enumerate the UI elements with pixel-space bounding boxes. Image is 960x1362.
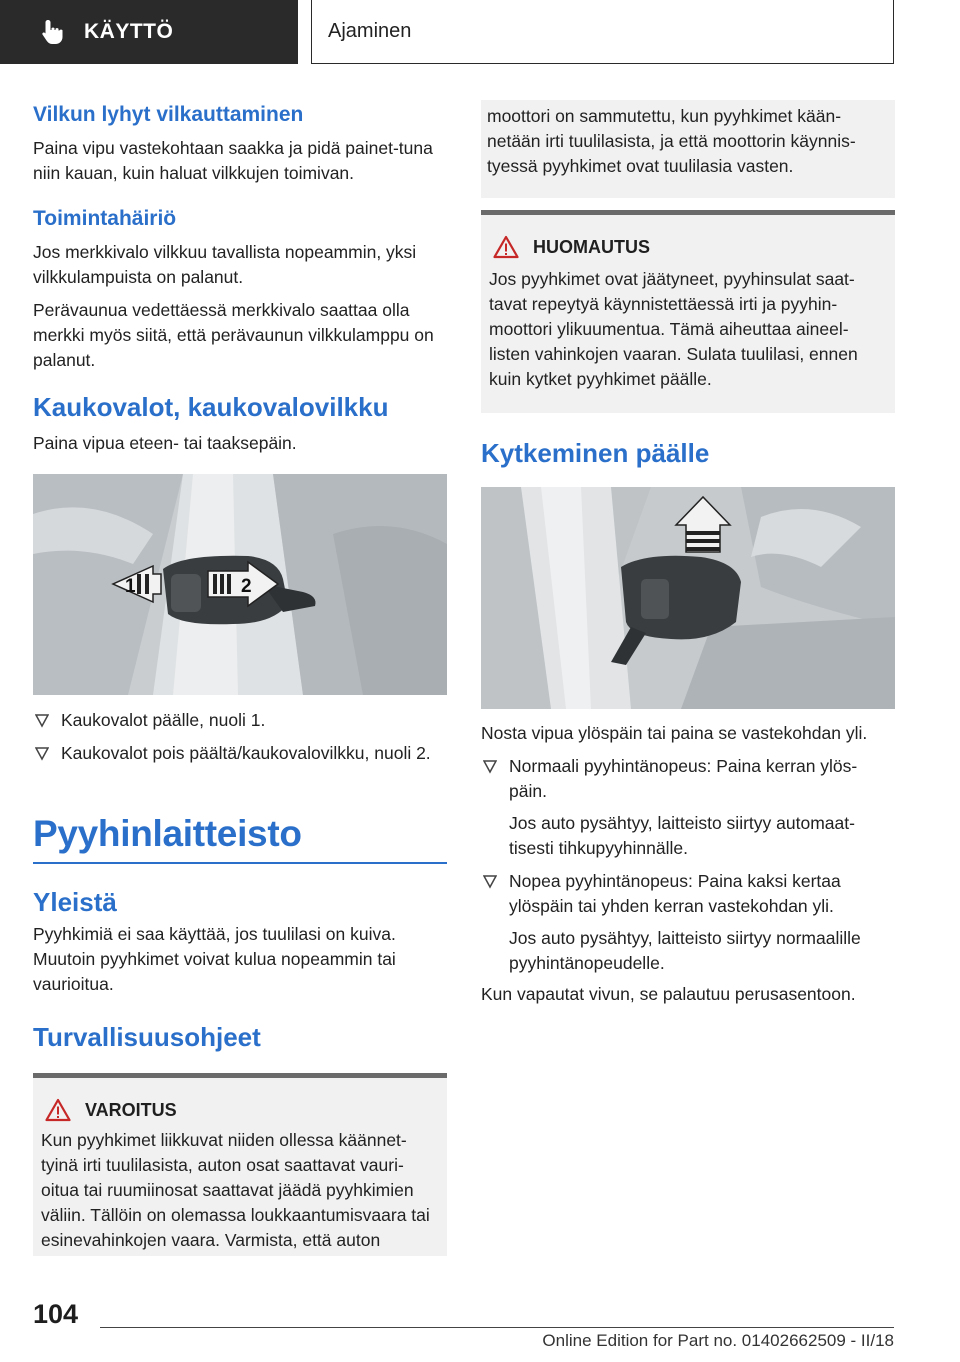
arrow-2-label: 2 — [241, 576, 252, 597]
list-item: Nopea pyyhintänopeus: Paina kaksi kertaa ylöspäin tai yhden kerran vastekohdan yli. Jos auto pysähtyy, laitteisto siirtyy normaalille pyyhintänopeudelle. — [481, 869, 895, 976]
warning-continuation-box — [481, 100, 895, 198]
switch-on-text: Nosta vipua ylöspäin tai paina se vastekohdan yli. — [481, 723, 868, 743]
right-column — [481, 100, 895, 1007]
safety-heading: Turvallisuusohjeet — [33, 1022, 261, 1052]
warning-header — [45, 1098, 439, 1122]
malfunction-text-2: Perävaunua vedettäessä merkkivalo saattaa olla merkki myös siitä, että perävaunun vilkkulamppu on palanut. — [33, 300, 434, 370]
list-item: Kaukovalot pois päältä/kaukovalovilkku, nuoli 2. — [33, 741, 447, 766]
edition-note: Online Edition for Part no. 01402662509 - II/18 — [542, 1331, 894, 1350]
chapter-tab[interactable] — [0, 0, 298, 64]
footer-rule — [100, 1327, 894, 1328]
notice-text: Jos pyyhkimet ovat jäätyneet, pyyhinsulat saat-tavat repeytyä käynnistettäessä irti ja pyyhin-moottori ylikuumentua. Tämä aiheuttaa aineel-listen vahinkojen vaaran. Sulata tuulilasi, ennen kuin kytket pyyhkimet päälle. — [489, 269, 858, 389]
triangle-bullet-icon — [483, 875, 497, 889]
wiper-speed-list — [481, 754, 895, 976]
warning-box — [33, 1073, 447, 1256]
short-blink-heading: Vilkun lyhyt vilkauttaminen — [33, 103, 304, 126]
warning-continuation-text: moottori on sammutettu, kun pyyhkimet kään-netään irti tuulilasista, ja että moottorin käynnis-tyessä pyyhkimet ovat tuulilasia vasten. — [487, 106, 856, 176]
section-label: Ajaminen — [328, 20, 412, 42]
notice-box — [481, 210, 895, 413]
notice-header — [493, 235, 887, 259]
triangle-bullet-icon — [483, 760, 497, 774]
triangle-bullet-icon — [35, 747, 49, 761]
switch-on-heading: Kytkeminen päälle — [481, 438, 710, 468]
left-column — [33, 100, 447, 1256]
warning-triangle-icon — [493, 235, 519, 259]
chapter-tab-label: KÄYTTÖ — [84, 20, 174, 43]
hand-pointer-icon — [38, 17, 68, 47]
arrow-1-label: 1 — [125, 576, 136, 597]
warning-text: Kun pyyhkimet liikkuvat niiden ollessa käännet-tyinä irti tuulilasista, auton osat saattavat vauri-oitua tai ruumiinosat saattavat jäädä pyyhkimien väliin. Tällöin on olemassa loukkaantumisvaara tai esinevahinkojen vaara. Varmista, että auton — [41, 1130, 430, 1250]
page-number: 104 — [33, 1299, 79, 1329]
general-text: Pyyhkimiä ei saa käyttää, jos tuulilasi on kuiva. Muutoin pyyhkimet voivat kulua nopeammin tai vaurioitua. — [33, 924, 396, 994]
wiper-lever-illustration — [481, 487, 895, 709]
warning-label: VAROITUS — [85, 1099, 177, 1120]
chapter-rule — [33, 862, 447, 864]
general-heading: Yleistä — [33, 887, 117, 917]
short-blink-text: Paina vipu vastekohtaan saakka ja pidä painet-tuna niin kauan, kuin haluat vilkkujen toimivan. — [33, 138, 433, 183]
triangle-bullet-icon — [35, 714, 49, 728]
malfunction-text-1: Jos merkkivalo vilkkuu tavallista nopeammin, yksi vilkkulampuista on palanut. — [33, 242, 417, 287]
list-item: Normaali pyyhintänopeus: Paina kerran ylös-päin. Jos auto pysähtyy, laitteisto siirtyy automaat-tisesti tihkupyyhinnälle. — [481, 754, 895, 861]
list-item: Kaukovalot päälle, nuoli 1. — [33, 708, 447, 733]
high-beam-heading: Kaukovalot, kaukovalovilkku — [33, 392, 389, 422]
section-header — [311, 0, 894, 64]
notice-label: HUOMAUTUS — [533, 236, 650, 257]
high-beam-lever-figure — [33, 474, 447, 695]
malfunction-heading: Toimintahäiriö — [33, 207, 177, 230]
warning-triangle-icon — [45, 1098, 71, 1122]
high-beam-list — [33, 708, 447, 766]
chapter-title: Pyyhinlaitteisto — [33, 813, 302, 854]
release-text: Kun vapautat vivun, se palautuu perusasentoon. — [481, 984, 856, 1004]
high-beam-text: Paina vipua eteen- tai taaksepäin. — [33, 433, 297, 453]
lever-illustration — [33, 474, 447, 695]
wiper-lever-figure — [481, 487, 895, 709]
